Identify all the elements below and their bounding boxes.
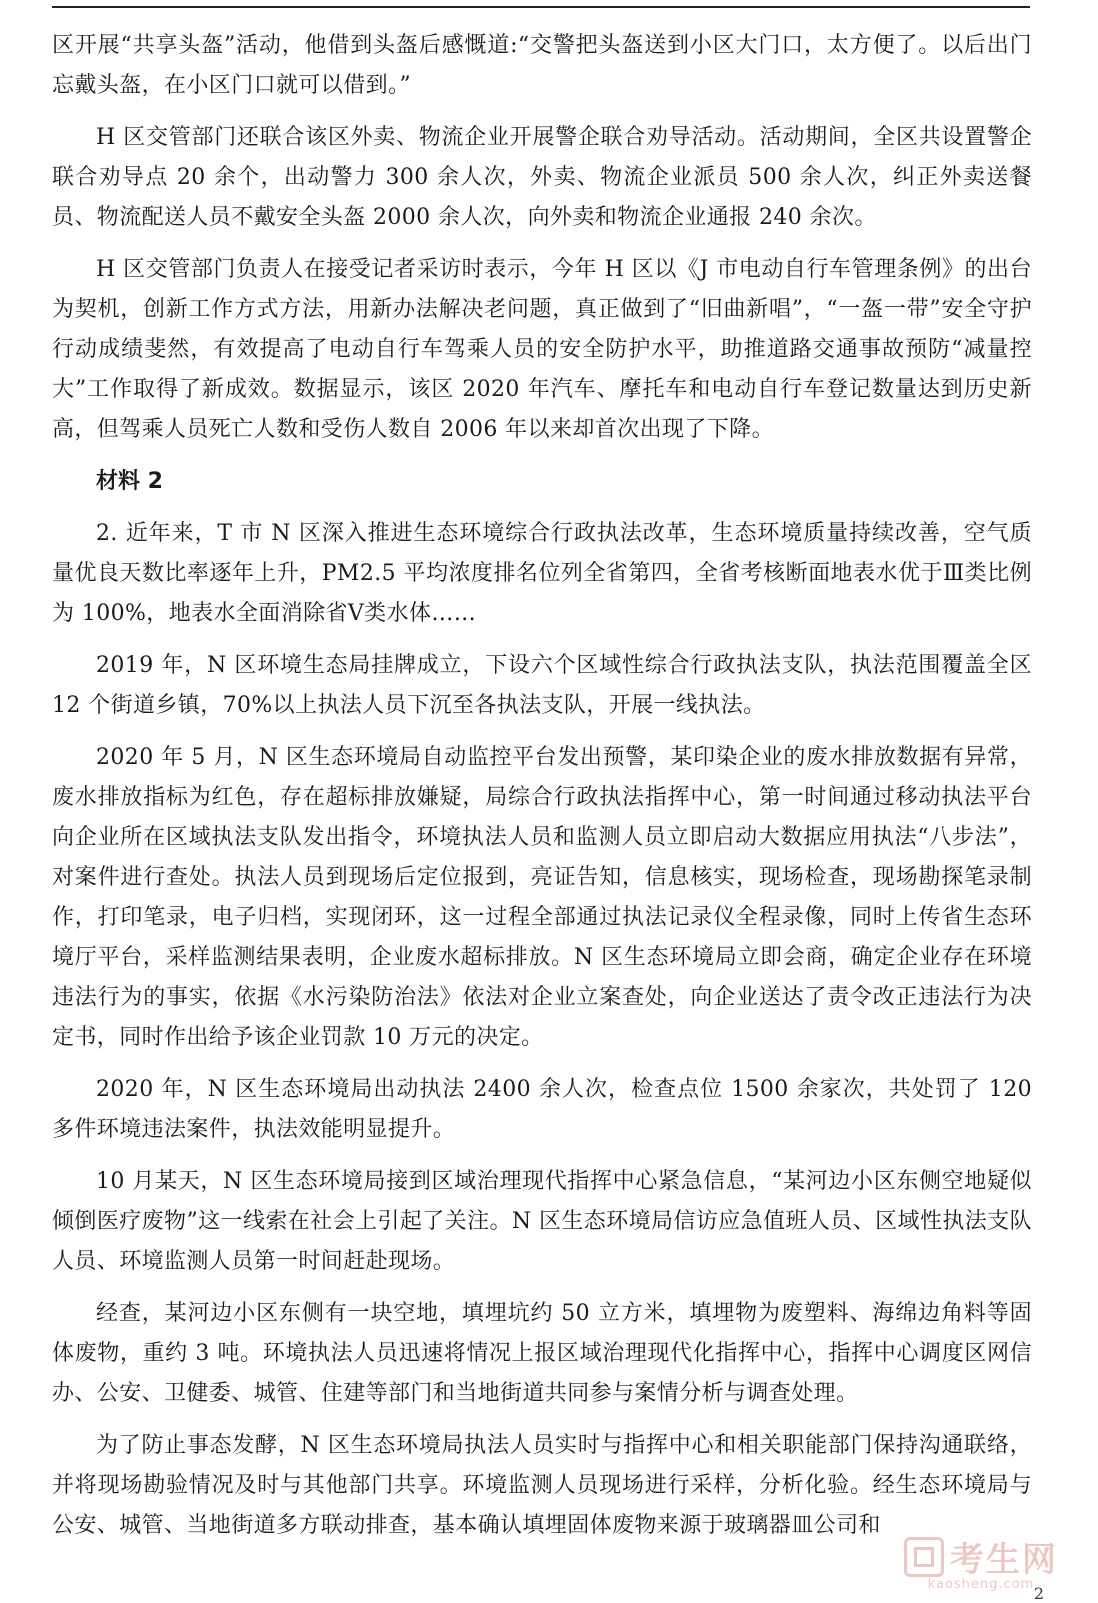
kaosheng-logo-icon bbox=[904, 1537, 944, 1577]
paragraph-annual-stats: 2020 年，N 区生态环境局出动执法 2400 余人次，检查点位 1500 余家次，共处罚了 120 多件环境违法案件，执法效能明显提升。 bbox=[52, 1077, 1032, 1142]
header-rule bbox=[52, 6, 1030, 8]
paragraph-continuation: 区开展“共享头盔”活动，他借到头盔后感慨道:“交警把头盔送到小区大门口，太方便了。以后出门忘戴头盔，在小区门口就可以借到。” bbox=[52, 33, 1032, 98]
paragraph-coordination: 为了防止事态发酵，N 区生态环境局执法人员实时与指挥中心和相关职能部门保持沟通联络，并将现场勘验情况及时与其他部门共享。环境监测人员现场进行采样，分析化验。经生态环境局与公安、城管、当地街道多方联动排查，基本确认填埋固体废物来源于玻璃器皿公司和 bbox=[52, 1433, 1032, 1538]
paragraph-bureau-established: 2019 年，N 区环境生态局挂牌成立，下设六个区域性综合行政执法支队，执法范围覆盖全区 12 个街道乡镇，70%以上执法人员下沉至各执法支队，开展一线执法。 bbox=[52, 653, 1032, 718]
section-heading: 材料 2 bbox=[96, 469, 163, 494]
page-number: 2 bbox=[1033, 1584, 1044, 1603]
watermark bbox=[904, 1532, 1058, 1592]
paragraph-police-enterprise: H 区交管部门还联合该区外卖、物流企业开展警企联合劝导活动。活动期间，全区共设置警企联合劝导点 20 余个，出动警力 300 余人次，外卖、物流企业派员 500 余人次，纠正外卖送餐员、物流配送人员不戴安全头盔 2000 余人次，向外卖和物流企业通报 240 余次。 bbox=[52, 125, 1032, 230]
paragraph-official-interview: H 区交管部门负责人在接受记者采访时表示，今年 H 区以《J 市电动自行车管理条例》的出台为契机，创新工作方式方法，用新办法解决老问题，真正做到了“旧曲新唱”，“一盔一带”安全守护行动成绩斐然，有效提高了电动自行车驾乘人员的安全防护水平，助推道路交通事故预防“减量控大”工作取得了新成效。数据显示，该区 2020 年汽车、摩托车和电动自行车登记数量达到历史新高，但驾乘人员死亡人数和受伤人数自 2006 年以来却首次出现了下降。 bbox=[52, 257, 1032, 442]
watermark-text: 考生网 bbox=[950, 1540, 1058, 1580]
paragraph-october-alert: 10 月某天，N 区生态环境局接到区域治理现代指挥中心紧急信息，“某河边小区东侧空地疑似倾倒医疗废物”这一线索在社会上引起了关注。N 区生态环境局信访应急值班人员、区域性执法支队人员、环境监测人员第一时间赶赴现场。 bbox=[52, 1169, 1032, 1274]
paragraph-investigation: 经查，某河边小区东侧有一块空地，填埋坑约 50 立方米，填埋物为废塑料、海绵边角料等固体废物，重约 3 吨。环境执法人员迅速将情况上报区域治理现代化指挥中心，指挥中心调度区网信办、公安、卫健委、城管、住建等部门和当地街道共同参与案情分析与调查处理。 bbox=[52, 1301, 1032, 1406]
paragraph-reform-intro: 2. 近年来，T 市 N 区深入推进生态环境综合行政执法改革，生态环境质量持续改善，空气质量优良天数比率逐年上升，PM2.5 平均浓度排名位列全省第四，全省考核断面地表水优于Ⅲ类比例为 100%，地表水全面消除省Ⅴ类水体…… bbox=[52, 521, 1032, 626]
document-body bbox=[52, 26, 1032, 1558]
watermark-url: kaosheng.com bbox=[927, 1577, 1035, 1592]
paragraph-dyeing-case: 2020 年 5 月，N 区生态环境局自动监控平台发出预警，某印染企业的废水排放数据有异常，废水排放指标为红色，存在超标排放嫌疑，局综合行政执法指挥中心，第一时间通过移动执法平台向企业所在区域执法支队发出指令，环境执法人员和监测人员立即启动大数据应用执法“八步法”，对案件进行查处。执法人员到现场后定位报到，亮证告知，信息核实，现场检查，现场勘探笔录制作，打印笔录，电子归档，实现闭环，这一过程全部通过执法记录仪全程录像，同时上传省生态环境厅平台，采样监测结果表明，企业废水超标排放。N 区生态环境局立即会商，确定企业存在环境违法行为的事实，依据《水污染防治法》依法对企业立案查处，向企业送达了责令改正违法行为决定书，同时作出给予该企业罚款 10 万元的决定。 bbox=[52, 745, 1032, 1050]
